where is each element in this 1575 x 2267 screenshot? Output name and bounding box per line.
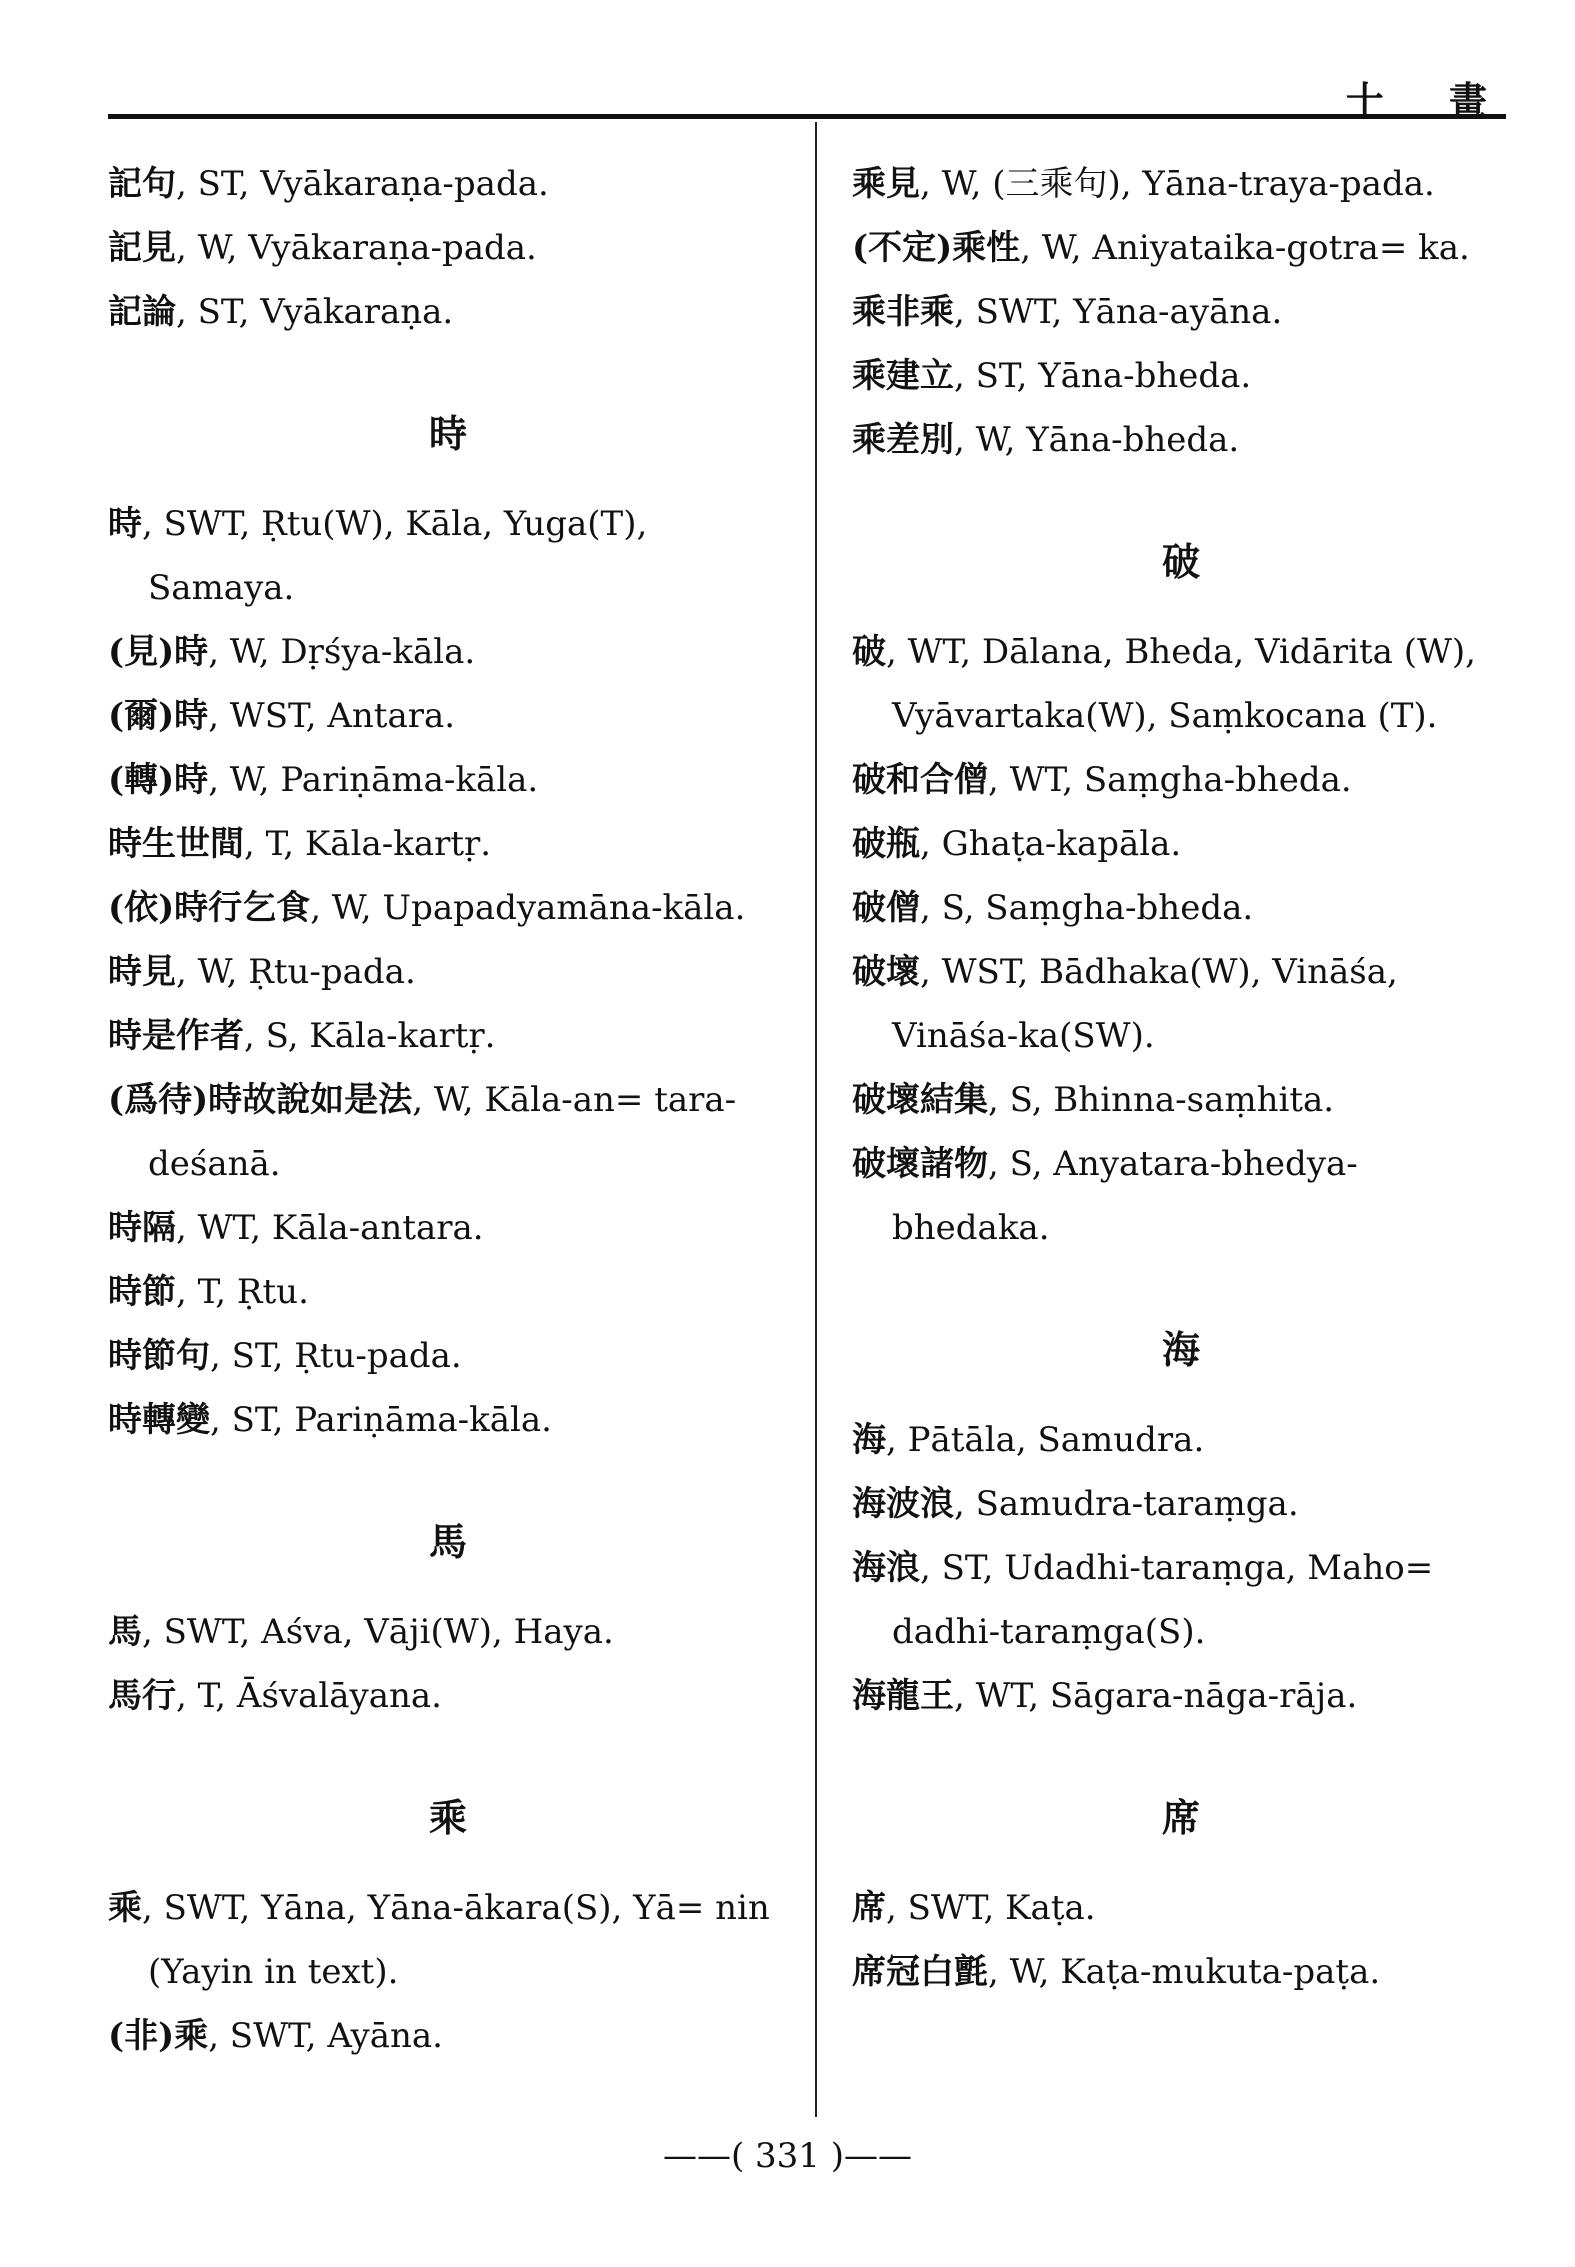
entry-headword: 海浪: [852, 1548, 920, 1588]
entry-headword: (爾)時: [108, 696, 209, 736]
dictionary-entry: [852, 1664, 1510, 1728]
entry-headword: 乘建立: [852, 356, 954, 396]
dictionary-entry: [852, 1940, 1510, 2004]
entry-headword: (依)時行乞食: [108, 888, 311, 928]
entry-gloss: , W, Ṛtu-pada.: [176, 952, 416, 992]
entry-headword: 時是作者: [108, 1016, 244, 1056]
dictionary-entry: [108, 1600, 788, 1664]
entry-headword: 乘見: [852, 164, 920, 204]
entry-gloss: , W, Pariṇāma-kāla.: [208, 760, 539, 800]
entry-gloss: , S, Bhinna-saṃhita.: [988, 1080, 1335, 1120]
header-stroke-count: 十 畫: [1345, 78, 1513, 123]
entry-gloss: , W, Kāla-an= tara-deśanā.: [148, 1080, 737, 1184]
entry-gloss: , ST, Ṛtu-pada.: [210, 1336, 462, 1376]
right-column: [852, 152, 1510, 2004]
dictionary-entry: [108, 1324, 788, 1388]
dictionary-entry: [852, 344, 1510, 408]
page-number: ——( 331 )——: [662, 2136, 913, 2176]
entry-gloss: , Pātāla, Samudra.: [886, 1420, 1205, 1460]
entry-gloss: , W, Kaṭa-mukuta-paṭa.: [988, 1952, 1381, 1992]
dictionary-entry: [108, 876, 788, 940]
dictionary-entry: [852, 1068, 1510, 1132]
dictionary-entry: [852, 152, 1510, 216]
entry-headword: 席: [852, 1888, 886, 1928]
section-heading: 馬: [428, 1519, 467, 1564]
entry-headword: 破壞結集: [852, 1080, 988, 1120]
entry-gloss: , Samudra-taraṃga.: [954, 1484, 1299, 1524]
dictionary-entry: [108, 1664, 788, 1728]
entry-gloss: , WT, Kāla-antara.: [176, 1208, 484, 1248]
entry-headword: 時見: [108, 952, 176, 992]
entry-headword: 海龍王: [852, 1676, 954, 1716]
entry-gloss: , W, Yāna-bheda.: [954, 420, 1240, 460]
dictionary-entry: [852, 620, 1510, 748]
dictionary-entry: [108, 940, 788, 1004]
entry-headword: (非)乘: [108, 2016, 209, 2056]
dictionary-entry: [852, 1536, 1510, 1664]
dictionary-entry: [108, 748, 788, 812]
entry-gloss: , T, Kāla-kartṛ.: [244, 824, 492, 864]
entry-headword: 破瓶: [852, 824, 920, 864]
dictionary-entry: [108, 620, 788, 684]
entry-gloss: , S, Anyatara-bhedya-bhedaka.: [892, 1144, 1358, 1248]
dictionary-entry: [108, 1004, 788, 1068]
entry-gloss: , ST, Udadhi-taraṃga, Maho= dadhi-taraṃga(S).: [892, 1548, 1434, 1652]
dictionary-entry: [852, 876, 1510, 940]
entry-headword: 海波浪: [852, 1484, 954, 1524]
entry-headword: 馬行: [108, 1676, 176, 1716]
entry-gloss: , ST, Pariṇāma-kāla.: [210, 1400, 552, 1440]
dictionary-entry: [852, 1132, 1510, 1260]
dictionary-entry: [108, 152, 788, 216]
entry-headword: 乘差別: [852, 420, 954, 460]
entry-headword: 破壞: [852, 952, 920, 992]
section-heading: 乘: [428, 1795, 467, 1840]
entry-gloss: , ST, Vyākaraṇa.: [176, 292, 454, 332]
dictionary-entry: [852, 216, 1510, 280]
entry-gloss: , WT, Sāgara-nāga-rāja.: [954, 1676, 1358, 1716]
dictionary-entry: [108, 1876, 788, 2004]
entry-headword: (轉)時: [108, 760, 209, 800]
entry-gloss: , S, Kāla-kartṛ.: [244, 1016, 496, 1056]
dictionary-entry: [108, 492, 788, 620]
entry-gloss: , WT, Dālana, Bheda, Vidārita (W), Vyāvartaka(W), Saṃkocana (T).: [886, 632, 1476, 736]
entry-gloss: , T, Āśvalāyana.: [176, 1676, 442, 1716]
entry-gloss: , SWT, Kaṭa.: [886, 1888, 1096, 1928]
header-rule: [108, 114, 1506, 119]
entry-gloss: , SWT, Ṛtu(W), Kāla, Yuga(T), Samaya.: [142, 504, 648, 608]
dictionary-entry: [108, 1388, 788, 1452]
dictionary-entry: [108, 280, 788, 344]
dictionary-entry: [108, 684, 788, 748]
entry-gloss: , WT, Saṃgha-bheda.: [988, 760, 1352, 800]
column-divider: [815, 122, 817, 2117]
dictionary-entry: [852, 1876, 1510, 1940]
entry-gloss: , WST, Bādhaka(W), Vināśa, Vināśa-ka(SW).: [892, 952, 1398, 1056]
entry-gloss: , W, Aniyataika-gotra= ka.: [1020, 228, 1470, 268]
entry-headword: 時生世間: [108, 824, 244, 864]
entry-headword: (不定)乘性: [852, 228, 1021, 268]
entry-headword: 時隔: [108, 1208, 176, 1248]
entry-gloss: , T, Ṛtu.: [176, 1272, 309, 1312]
dictionary-entry: [852, 280, 1510, 344]
entry-gloss: , S, Saṃgha-bheda.: [920, 888, 1254, 928]
dictionary-entry: [108, 1196, 788, 1260]
entry-headword: (見)時: [108, 632, 209, 672]
left-column: [108, 152, 788, 2068]
entry-gloss: , WST, Antara.: [208, 696, 456, 736]
entry-gloss: , W, Vyākaraṇa-pada.: [176, 228, 537, 268]
dictionary-entry: [108, 2004, 788, 2068]
entry-headword: 破: [852, 632, 886, 672]
dictionary-entry: [108, 216, 788, 280]
entry-headword: (爲待)時故說如是法: [108, 1080, 413, 1120]
entry-gloss: , Ghaṭa-kapāla.: [920, 824, 1182, 864]
entry-headword: 乘非乘: [852, 292, 954, 332]
section-heading: 時: [428, 411, 467, 456]
entry-headword: 破壞諸物: [852, 1144, 988, 1184]
entry-gloss: , W, Upapadyamāna-kāla.: [310, 888, 746, 928]
entry-gloss: , ST, Yāna-bheda.: [954, 356, 1252, 396]
dictionary-entry: [108, 1068, 788, 1196]
dictionary-entry: [108, 812, 788, 876]
entry-headword: 記見: [108, 228, 176, 268]
entry-headword: 破和合僧: [852, 760, 988, 800]
entry-gloss: , W, Dṛśya-kāla.: [208, 632, 476, 672]
dictionary-entry: [852, 748, 1510, 812]
entry-gloss: , SWT, Yāna, Yāna-ākara(S), Yā= nin (Yayin in text).: [142, 1888, 770, 1992]
entry-gloss: , SWT, Ayāna.: [208, 2016, 443, 2056]
entry-gloss: , SWT, Yāna-ayāna.: [954, 292, 1283, 332]
entry-headword: 乘: [108, 1888, 142, 1928]
dictionary-entry: [852, 408, 1510, 472]
entry-gloss: , SWT, Aśva, Vāji(W), Haya.: [142, 1612, 614, 1652]
entry-headword: 時節: [108, 1272, 176, 1312]
section-heading: 席: [1161, 1795, 1200, 1840]
entry-headword: 席冠白氈: [852, 1952, 988, 1992]
entry-headword: 海: [852, 1420, 886, 1460]
entry-gloss: , W, (三乘句), Yāna-traya-pada.: [920, 164, 1435, 204]
entry-headword: 記句: [108, 164, 176, 204]
dictionary-entry: [852, 940, 1510, 1068]
entry-headword: 破僧: [852, 888, 920, 928]
dictionary-entry: [108, 1260, 788, 1324]
entry-headword: 時轉變: [108, 1400, 210, 1440]
section-heading: 海: [1161, 1327, 1200, 1372]
dictionary-entry: [852, 1472, 1510, 1536]
section-heading: 破: [1161, 539, 1200, 584]
entry-headword: 時節句: [108, 1336, 210, 1376]
entry-headword: 時: [108, 504, 142, 544]
dictionary-entry: [852, 1408, 1510, 1472]
entry-gloss: , ST, Vyākaraṇa-pada.: [176, 164, 549, 204]
entry-headword: 馬: [108, 1612, 142, 1652]
dictionary-entry: [852, 812, 1510, 876]
entry-headword: 記論: [108, 292, 176, 332]
